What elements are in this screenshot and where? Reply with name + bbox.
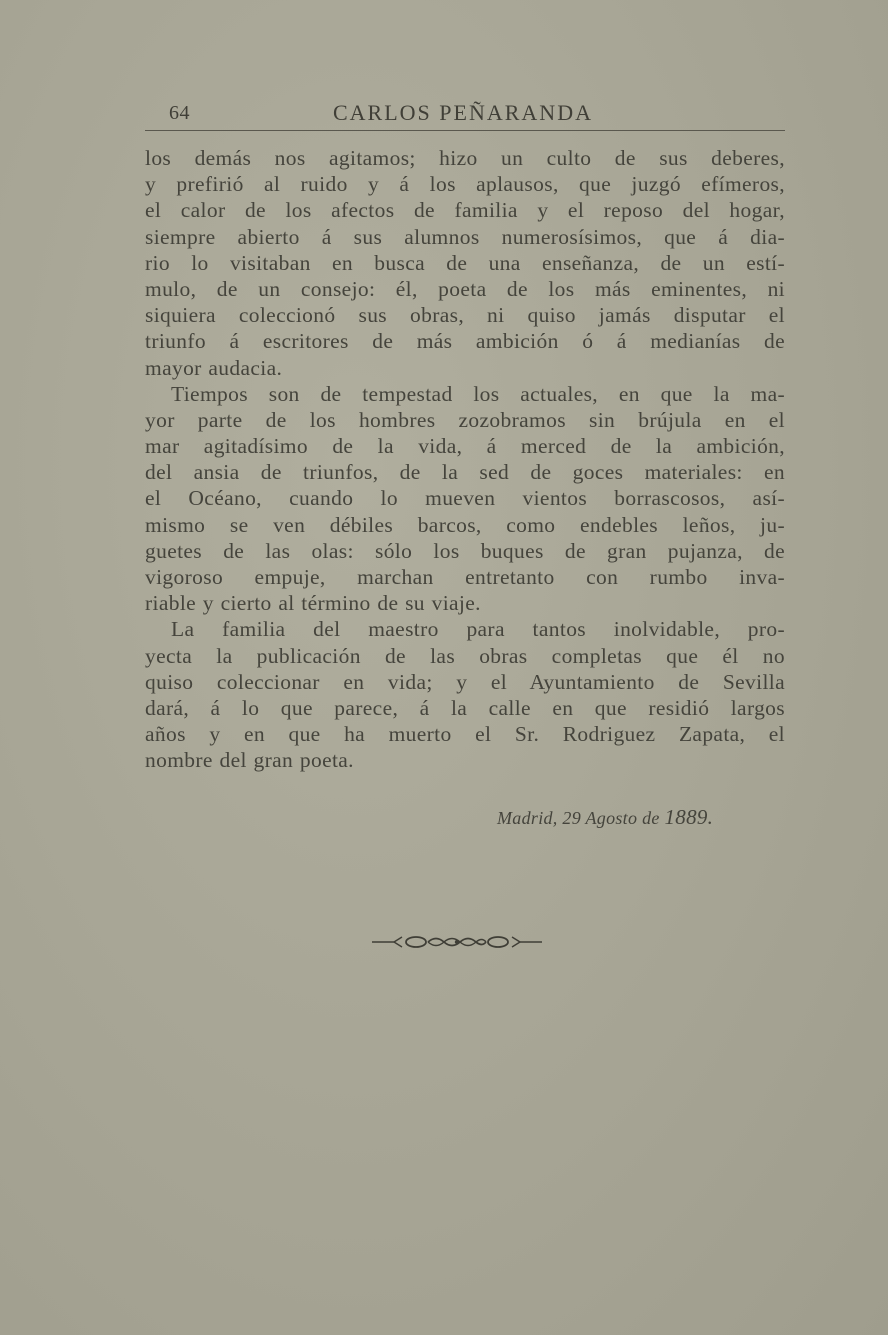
signature-year: 1889. [664, 805, 714, 829]
text-line: quiso coleccionar en vida; y el Ayuntamiento de Sevilla [145, 669, 785, 694]
signature-line [497, 805, 713, 830]
text-line: del ansia de triunfos, de la sed de goces materiales: en [145, 460, 785, 485]
signature-place-date: Madrid, 29 Agosto de [497, 808, 660, 828]
running-title: CARLOS PEÑARANDA [333, 100, 593, 125]
page-number: 64 [169, 102, 190, 124]
decorative-ornament-icon [372, 932, 542, 952]
text-line: el Océano, cuando lo mueven vientos borrascosos, así- [145, 486, 785, 511]
running-header [145, 96, 785, 131]
text-line: guetes de las olas: sólo los buques de gran pujanza, de [145, 538, 785, 563]
text-line: yecta la publicación de las obras completas que él no [145, 643, 785, 668]
text-line: nombre del gran poeta. [145, 748, 354, 773]
text-line: años y en que ha muerto el Sr. Rodriguez Zapata, el [145, 722, 785, 747]
text-line: siquiera coleccionó sus obras, ni quiso jamás disputar el [145, 303, 785, 328]
text-line: riable y cierto al término de su viaje. [145, 591, 481, 616]
text-line: La familia del maestro para tantos inolvidable, pro- [171, 617, 785, 642]
text-line: yor parte de los hombres zozobramos sin brújula en el [145, 407, 785, 432]
text-line: dará, á lo que parece, á la calle en que residió largos [145, 695, 785, 720]
text-line: mar agitadísimo de la vida, á merced de la ambición, [145, 434, 785, 459]
text-line: triunfo á escritores de más ambición ó á medianías de [145, 329, 785, 354]
text-line: rio lo visitaban en busca de una enseñanza, de un estí- [145, 250, 785, 275]
text-line: el calor de los afectos de familia y el reposo del hogar, [145, 198, 785, 223]
body-text [145, 145, 785, 774]
text-line: mismo se ven débiles barcos, como endebles leños, ju- [145, 512, 785, 537]
text-line: y prefirió al ruido y á los aplausos, que juzgó efímeros, [145, 172, 785, 197]
text-line: siempre abierto á sus alumnos numerosísimos, que á dia- [145, 224, 785, 249]
text-line: mulo, de un consejo: él, poeta de los más eminentes, ni [145, 276, 785, 301]
text-line: Tiempos son de tempestad los actuales, en que la ma- [171, 381, 785, 406]
text-line: los demás nos agitamos; hizo un culto de sus deberes, [145, 146, 785, 170]
text-line: mayor audacia. [145, 355, 283, 380]
text-line: vigoroso empuje, marchan entretanto con rumbo inva- [145, 565, 785, 589]
